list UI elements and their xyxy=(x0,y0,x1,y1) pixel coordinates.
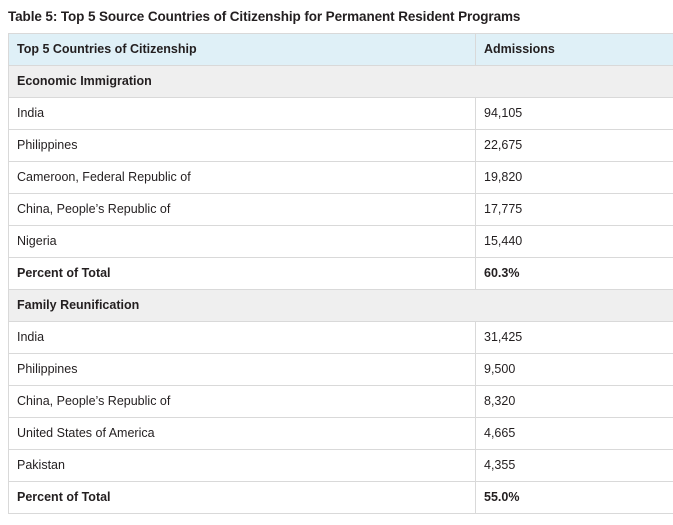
cell-country: Philippines xyxy=(9,130,476,162)
cell-country: Cameroon, Federal Republic of xyxy=(9,162,476,194)
table-header xyxy=(9,34,673,66)
table-row xyxy=(9,130,673,162)
cell-admissions: 94,105 xyxy=(476,98,673,130)
table-row xyxy=(9,226,673,258)
cell-country: India xyxy=(9,322,476,354)
cell-admissions: 8,320 xyxy=(476,386,673,418)
cell-admissions: 22,675 xyxy=(476,130,673,162)
section-label-economic-immigration: Economic Immigration xyxy=(9,66,673,98)
cell-country: Nigeria xyxy=(9,226,476,258)
cell-admissions: 19,820 xyxy=(476,162,673,194)
table-row xyxy=(9,98,673,130)
permanent-resident-programs-table xyxy=(8,33,673,514)
table-section-row xyxy=(9,66,673,98)
column-header-admissions: Admissions xyxy=(476,34,673,66)
total-value: 55.0% xyxy=(476,482,673,514)
table-row xyxy=(9,386,673,418)
table-header-row xyxy=(9,34,673,66)
table-title: Table 5: Top 5 Source Countries of Citizenship for Permanent Resident Programs xyxy=(8,9,521,24)
total-value: 60.3% xyxy=(476,258,673,290)
cell-admissions: 31,425 xyxy=(476,322,673,354)
cell-country: China, People’s Republic of xyxy=(9,194,476,226)
cell-country: Pakistan xyxy=(9,450,476,482)
cell-admissions: 4,665 xyxy=(476,418,673,450)
total-label: Percent of Total xyxy=(9,258,476,290)
table-row xyxy=(9,354,673,386)
table-row xyxy=(9,418,673,450)
cell-country: United States of America xyxy=(9,418,476,450)
table-row xyxy=(9,450,673,482)
cell-admissions: 9,500 xyxy=(476,354,673,386)
cell-admissions: 17,775 xyxy=(476,194,673,226)
table-row xyxy=(9,322,673,354)
table-total-row xyxy=(9,482,673,514)
cell-country: Philippines xyxy=(9,354,476,386)
table-section-row xyxy=(9,290,673,322)
table-body xyxy=(9,66,673,514)
cell-admissions: 4,355 xyxy=(476,450,673,482)
table-row xyxy=(9,194,673,226)
table-row xyxy=(9,162,673,194)
total-label: Percent of Total xyxy=(9,482,476,514)
table-total-row xyxy=(9,258,673,290)
cell-country: China, People’s Republic of xyxy=(9,386,476,418)
section-label-family-reunification: Family Reunification xyxy=(9,290,673,322)
cell-country: India xyxy=(9,98,476,130)
column-header-country: Top 5 Countries of Citizenship xyxy=(9,34,476,66)
cell-admissions: 15,440 xyxy=(476,226,673,258)
